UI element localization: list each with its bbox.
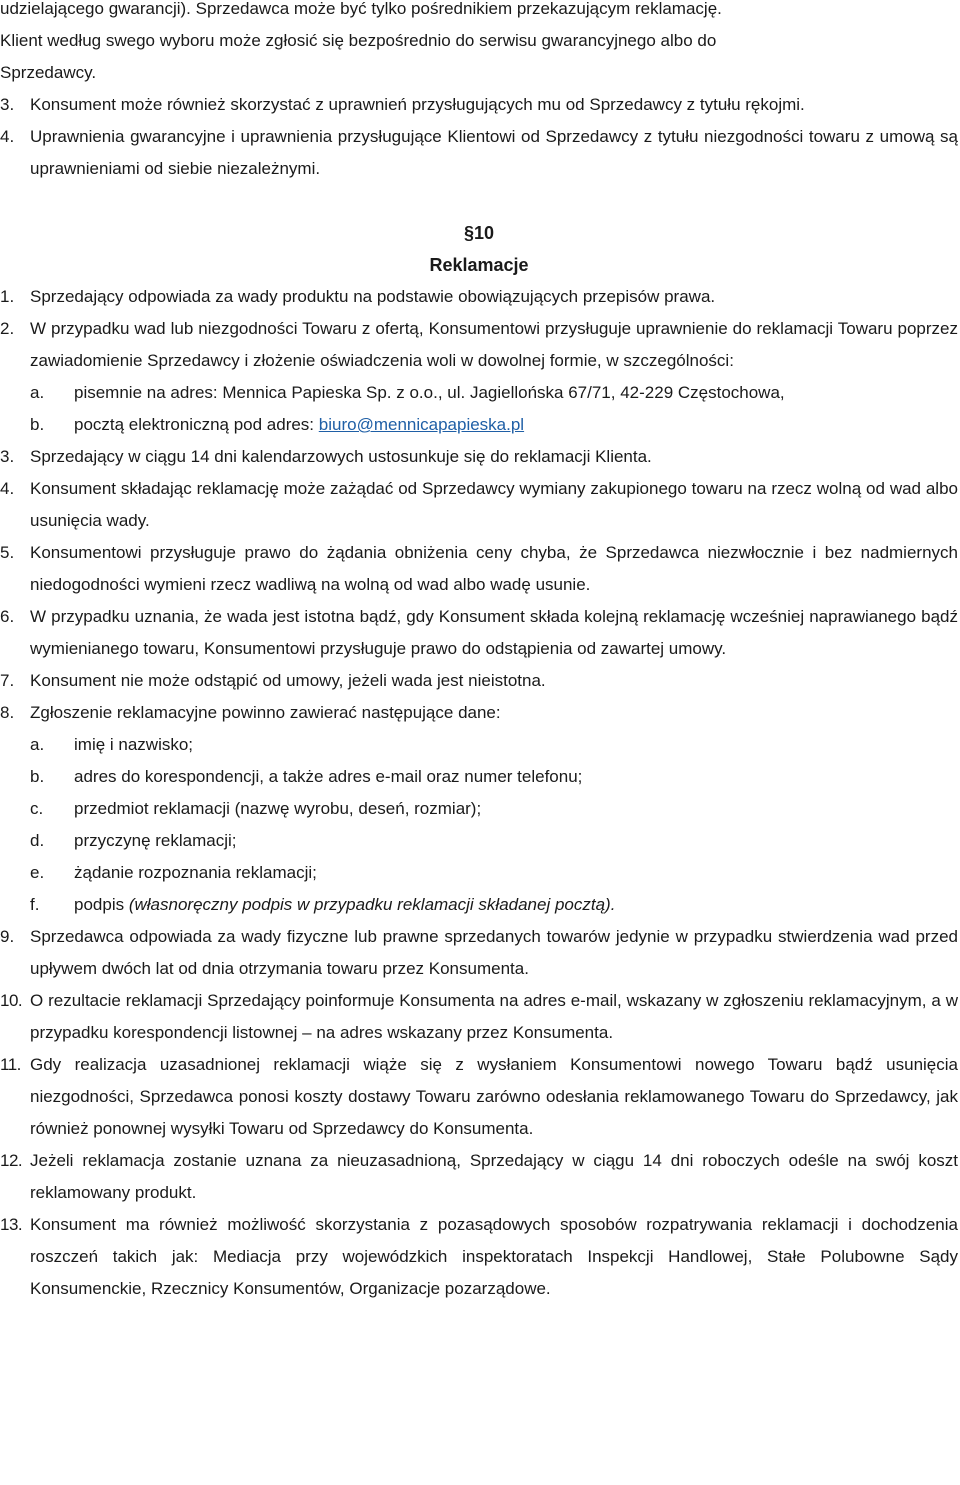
item-number: 4.	[0, 479, 15, 498]
signature-note: (własnoręczny podpis w przypadku reklamacji składanej pocztą).	[128, 895, 616, 914]
section-number: 10	[473, 223, 495, 243]
item-number: 4.	[0, 127, 15, 146]
sub-item-text: żądanie rozpoznania reklamacji;	[74, 863, 317, 882]
list-item	[0, 985, 958, 1049]
section-heading-title: Reklamacje	[429, 255, 529, 275]
sub-item-letter: a.	[30, 383, 45, 402]
sub-item-letter: a.	[30, 735, 45, 754]
item-text: W przypadku wad lub niezgodności Towaru z ofertą, Konsumentowi przysługuje uprawnienie do reklamacji Towaru poprzez zawiadomienie Sprzedawcy i złożenie oświadczenia woli w dowolnej formie, w szczególności:	[30, 319, 958, 370]
item-text: Sprzedający odpowiada za wady produktu na podstawie obowiązujących przepisów prawa.	[30, 287, 716, 306]
sub-item-text: przyczynę reklamacji;	[74, 831, 237, 850]
intro-line-3: Sprzedawcy.	[0, 63, 97, 82]
item-text: Uprawnienia gwarancyjne i uprawnienia przysługujące Klientowi od Sprzedawcy z tytułu niezgodności towaru z umową są uprawnieniami od siebie niezależnymi.	[30, 127, 958, 178]
list-item	[0, 441, 958, 473]
item-text: Sprzedający w ciągu 14 dni kalendarzowych ustosunkuje się do reklamacji Klienta.	[30, 447, 652, 466]
list-item	[0, 1049, 958, 1145]
sub-item-text: adres do korespondencji, a także adres e-mail oraz numer telefonu;	[74, 767, 583, 786]
email-link[interactable]: biuro@mennicapapieska.pl	[318, 415, 525, 434]
intro-line-1: udzielającego gwarancji). Sprzedawca może być tylko pośrednikiem przekazującym reklamację.	[0, 0, 722, 18]
item-text: Konsumentowi przysługuje prawo do żądania obniżenia ceny chyba, że Sprzedawca niezwłocznie i bez nadmiernych niedogodności wymieni rzecz wadliwą na wolną od wad albo wadę usunie.	[30, 543, 958, 594]
item-text: Konsument składając reklamację może zażądać od Sprzedawcy wymiany zakupionego towaru na rzecz wolną od wad albo usunięcia wady.	[30, 479, 958, 530]
item-number: 9.	[0, 927, 15, 946]
sub-item-text: imię i nazwisko;	[74, 735, 194, 754]
item-number: 2.	[0, 319, 15, 338]
list-item	[0, 697, 958, 729]
item-number: 13.	[0, 1215, 23, 1234]
sub-item-letter: b.	[30, 415, 45, 434]
item-text: Sprzedawca odpowiada za wady fizyczne lub prawne sprzedanych towarów jedynie w przypadku stwierdzenia wad przed upływem dwóch lat od dnia otrzymania towaru przez Konsumenta.	[30, 927, 958, 978]
sub-item	[0, 409, 958, 441]
section-sign: §	[463, 223, 474, 243]
sub-item-text: pisemnie na adres: Mennica Papieska Sp. z o.o., ul. Jagiellońska 67/71, 42-229 Częstochowa,	[74, 383, 785, 402]
intro-line-2: Klient według swego wyboru może zgłosić się bezpośrednio do serwisu gwarancyjnego albo do	[0, 31, 717, 50]
sub-item-letter: c.	[30, 799, 44, 818]
sub-item-text	[74, 409, 958, 441]
item-text: Zgłoszenie reklamacyjne powinno zawierać następujące dane:	[30, 703, 501, 722]
sub-item	[0, 377, 958, 409]
list-item	[0, 121, 958, 185]
sub-item	[0, 889, 958, 921]
sub-item-text	[74, 889, 958, 921]
list-item	[0, 921, 958, 985]
list-item	[0, 89, 958, 121]
item-number: 11.	[0, 1055, 21, 1074]
signature-text: podpis	[74, 895, 129, 914]
list-item	[0, 473, 958, 537]
sub-item	[0, 729, 958, 761]
list-item	[0, 537, 958, 601]
item-text: Konsument może również skorzystać z uprawnień przysługujących mu od Sprzedawcy z tytułu rękojmi.	[30, 95, 805, 114]
item-number: 7.	[0, 671, 15, 690]
sub-item	[0, 825, 958, 857]
list-item	[0, 665, 958, 697]
item-number: 5.	[0, 543, 15, 562]
item-text: Konsument nie może odstąpić od umowy, jeżeli wada jest nieistotna.	[30, 671, 546, 690]
sub-item	[0, 761, 958, 793]
email-prefix-text: pocztą elektroniczną pod adres:	[74, 415, 319, 434]
spacer	[0, 185, 958, 217]
sub-item-letter: d.	[30, 831, 45, 850]
list-item	[0, 601, 958, 665]
list-item	[0, 1145, 958, 1209]
section-heading-number	[0, 217, 958, 249]
sub-item-letter: b.	[30, 767, 45, 786]
item-number: 1.	[0, 287, 15, 306]
sub-item-letter: e.	[30, 863, 45, 882]
item-number: 8.	[0, 703, 15, 722]
list-item	[0, 281, 958, 313]
sub-item	[0, 793, 958, 825]
list-item	[0, 1209, 958, 1305]
item-number: 6.	[0, 607, 15, 626]
item-text: W przypadku uznania, że wada jest istotna bądź, gdy Konsument składa kolejną reklamację wcześniej naprawianego bądź wymienianego towaru, Konsumentowi przysługuje prawo do odstąpienia od zawartej umowy.	[30, 607, 958, 658]
item-number: 3.	[0, 447, 15, 466]
item-text: O rezultacie reklamacji Sprzedający poinformuje Konsumenta na adres e-mail, wskazany w zgłoszeniu reklamacyjnym, a w przypadku korespondencji listownej – na adres wskazany przez Konsumenta.	[30, 991, 958, 1042]
item-text: Jeżeli reklamacja zostanie uznana za nieuzasadnioną, Sprzedający w ciągu 14 dni roboczych odeśle na swój koszt reklamowany produkt.	[30, 1151, 958, 1202]
item-number: 12.	[0, 1151, 23, 1170]
item-text: Gdy realizacja uzasadnionej reklamacji wiąże się z wysłaniem Konsumentowi nowego Towaru bądź usunięcia niezgodności, Sprzedawca ponosi koszty dostawy Towaru zarówno odesłania reklamowanego Towaru do Sprzedawcy, jak również ponownej wysyłki Towaru od Sprzedawcy do Konsumenta.	[30, 1055, 958, 1138]
item-number: 3.	[0, 95, 15, 114]
sub-item-text: przedmiot reklamacji (nazwę wyrobu, deseń, rozmiar);	[74, 799, 482, 818]
list-item	[0, 313, 958, 377]
sub-item	[0, 857, 958, 889]
item-text: Konsument ma również możliwość skorzystania z pozasądowych sposobów rozpatrywania reklamacji i dochodzenia roszczeń takich jak: Mediacja przy wojewódzkich inspektoratach Inspekcji Handlowej, Stałe Polubowne Sądy Konsumenckie, Rzecznicy Konsumentów, Organizacje pozarządowe.	[30, 1215, 958, 1298]
item-number: 10.	[0, 991, 23, 1010]
sub-item-letter: f.	[30, 895, 40, 914]
